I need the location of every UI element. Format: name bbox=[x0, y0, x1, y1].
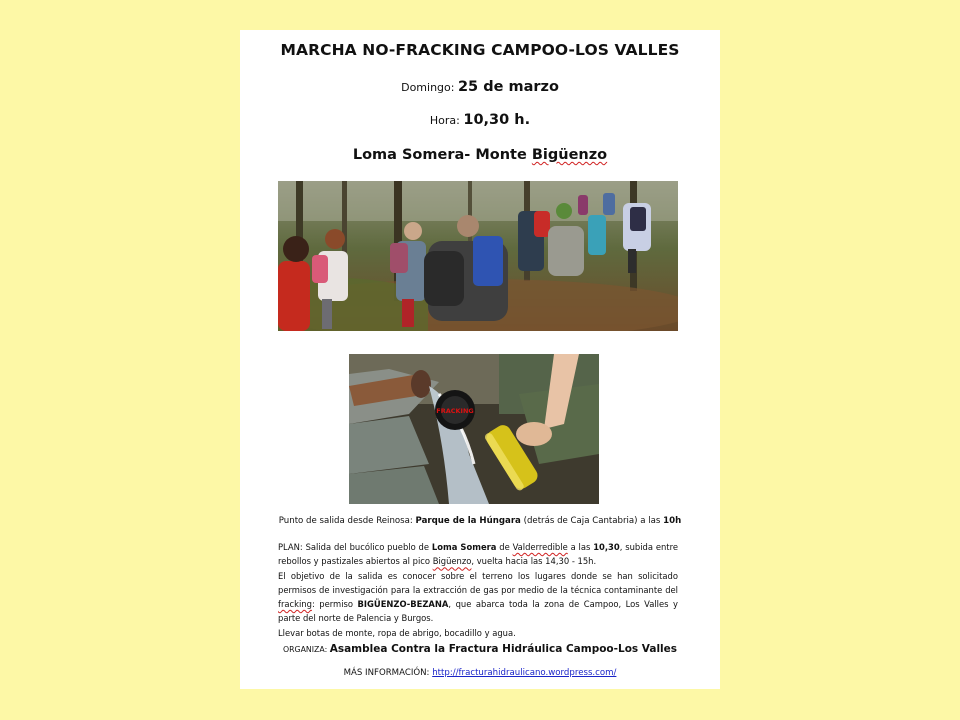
route-start: Loma Somera- Monte bbox=[352, 147, 532, 163]
event-date bbox=[240, 79, 720, 95]
plan-paragraph bbox=[278, 540, 678, 569]
hikers-forest-image bbox=[278, 181, 678, 331]
route-peak: Bigüenzo bbox=[531, 147, 608, 163]
organizer-name: Asamblea Contra la Fractura Hidráulica Campoo-Los Valles bbox=[329, 643, 678, 655]
date-label: Domingo: bbox=[401, 81, 455, 94]
plan-text-1: Salida del bucólico pueblo de bbox=[305, 542, 430, 552]
plan-section bbox=[278, 540, 678, 640]
spring-water-image bbox=[349, 354, 599, 504]
plan-label: PLAN: bbox=[278, 542, 303, 552]
objective-fracking: fracking bbox=[278, 599, 312, 610]
plan-text-4: , subida entre rebollos y pastizales abiertos al pico bbox=[278, 542, 678, 567]
plan-text-5: , vuelta hacia las 14,30 - 15h. bbox=[471, 556, 597, 567]
date-value: 25 de marzo bbox=[457, 79, 559, 95]
objective-text-2: : permiso bbox=[311, 599, 354, 610]
plan-peak: Bigüenzo bbox=[432, 556, 472, 567]
flyer-title: MARCHA NO-FRACKING CAMPOO-LOS VALLES bbox=[280, 41, 680, 59]
organizer bbox=[240, 643, 720, 655]
more-info-link[interactable]: http://fracturahidraulicano.wordpress.com/ bbox=[432, 668, 617, 678]
plan-text-2: de bbox=[499, 542, 510, 552]
hikers-photo bbox=[278, 181, 678, 331]
more-info-label: MÁS INFORMACIÓN: bbox=[343, 668, 430, 678]
event-time bbox=[240, 112, 720, 128]
plan-start-time: 10,30 bbox=[593, 542, 620, 552]
objective-paragraph bbox=[278, 569, 678, 626]
pickup-middle: (detrás de Caja Cantabria) a las bbox=[523, 516, 661, 526]
spring-photo bbox=[349, 354, 599, 504]
pickup-point bbox=[240, 516, 720, 526]
more-info bbox=[240, 668, 720, 678]
plan-text-3: a las bbox=[570, 542, 591, 552]
bring-paragraph: Llevar botas de monte, ropa de abrigo, bocadillo y agua. bbox=[278, 627, 516, 638]
pickup-hour: 10h bbox=[663, 516, 682, 526]
sticker-text: FRACKING bbox=[436, 407, 474, 415]
route-heading bbox=[240, 147, 720, 163]
plan-village: Loma Somera bbox=[431, 542, 497, 552]
organizer-label: ORGANIZA: bbox=[282, 645, 328, 654]
objective-text-1: El objetivo de la salida es conocer sobre el terreno los lugares donde se han solicitado permisos de investigación para la extracción de gas por medio de la técnica contaminante del bbox=[278, 570, 678, 595]
objective-text-3: , que abarca toda la zona de Campoo, Los Valles y parte del norte de Palencia y Burgos. bbox=[278, 599, 678, 624]
time-value: 10,30 h. bbox=[463, 112, 531, 128]
flyer-page bbox=[240, 30, 720, 689]
pickup-prefix: Punto de salida desde Reinosa: bbox=[278, 516, 413, 526]
pickup-place: Parque de la Húngara bbox=[415, 516, 521, 526]
time-label: Hora: bbox=[429, 114, 460, 127]
objective-permit: BIGÜENZO-BEZANA bbox=[357, 599, 449, 610]
plan-municipality: Valderredible bbox=[512, 542, 568, 552]
